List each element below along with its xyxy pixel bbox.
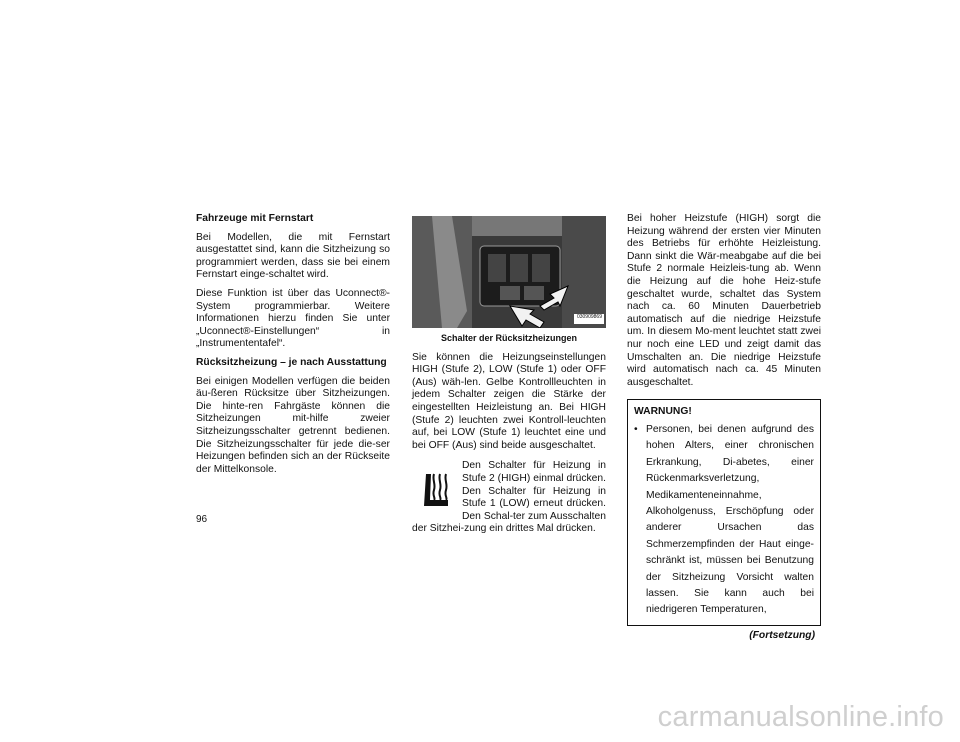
heading-remote-start: Fahrzeuge mit Fernstart [196,213,314,224]
paragraph: Bei hoher Heizstufe (HIGH) sorgt die Heizung während der ersten vier Minuten des Betriebs für erhöhte Heizleistung. Dann sinkt die Wär-meabgabe auf die bei Stufe 2 normale Heizleis-tung ab. Wenn die Heizung auf die hohe Heiz-stufe geschaltet wurde, schaltet das System nach ca. 60 Minuten Dauerbetrieb automatisch auf die niedrige Heizstufe um. In diesem Mo-ment leuchtet statt zwei nur noch eine LED und zeigt damit das Umschalten an. Die niedrige Heizstufe wird automatisch nach ca. 45 Minuten ausgeschaltet. [627,213,821,388]
warning-box [627,399,821,625]
continued-label: (Fortsetzung) [749,629,815,641]
rear-console-photo [412,216,606,328]
paragraph: Bei Modellen, die mit Fernstart ausgestattet sind, kann die Sitzheizung so programmiert werden, dass sie bei einem Fernstart einge-schaltet wird. [196,231,390,281]
paragraph: Bei einigen Modellen verfügen die beiden äu-ßeren Rücksitze über Sitzheizungen. Die hinte-ren Fahrgäste können die Sitzheizungen mit-hilfe zweier Sitzheizungsschalter getrennt bedienen. Die Sitzheizungsschalter für jede die-ser Heizungen befinden sich an der Rückseite der Mittelkonsole. [196,375,390,475]
warning-list [634,422,814,619]
paragraph: Den Schalter für Heizung in Stufe 2 (HIGH) einmal drücken. Den Schalter für Heizung in Stufe 1 (LOW) erneut drücken. Den Schal-ter zum Ausschalten der Sitzhei-zung ein drittes Mal drücken. [412,460,606,535]
warning-item-text: Personen, bei denen aufgrund des hohen Alters, einer chronischen Erkrankung, Di-abetes, einer Rückenmarksverletzung, Medikamenteneinnahme, Alkoholgenuss, Erschöpfung oder anderer Ursachen das Schmerzempfinden der Haut einge-schränkt ist, müssen bei Benutzung der Sitzheizung Vorsicht walten lassen. Sie kann auch bei niedrigeren Temperaturen, [646,423,814,616]
image-code: 030909869 [576,314,602,321]
warning-item [634,422,814,619]
column-middle [412,216,606,536]
column-left [196,213,390,482]
heated-seat-icon [412,460,460,512]
column-right [627,213,821,642]
watermark: carmanualsonline.info [657,701,944,733]
figure-caption: Schalter der Rücksitzheizungen [440,333,578,343]
page-number: 96 [196,514,208,525]
paragraph: Diese Funktion ist über das Uconnect®-System programmierbar. Weitere Informationen hierzu finden Sie unter „Uconnect®-Einstellungen“ in „Instrumententafel“. [196,287,390,350]
heading-rear-seat-heating: Rücksitzheizung – je nach Ausstattung [196,356,387,368]
paragraph: Sie können die Heizungseinstellungen HIGH (Stufe 2), LOW (Stufe 1) oder OFF (Aus) wäh-len. Gelbe Kontrollleuchten in jedem Schalter zeigen die Stärke der eingestellten Heizleistung an. Bei HIGH (Stufe 2) leuchten zwei Kontroll-leuchten auf, bei LOW (Stufe 1) leuchtet eine und bei OFF (Aus) sind beide ausgeschaltet. [412,351,606,451]
warning-title: WARNUNG! [634,406,692,418]
bullet: • [634,423,638,435]
switch-instructions [412,460,606,536]
